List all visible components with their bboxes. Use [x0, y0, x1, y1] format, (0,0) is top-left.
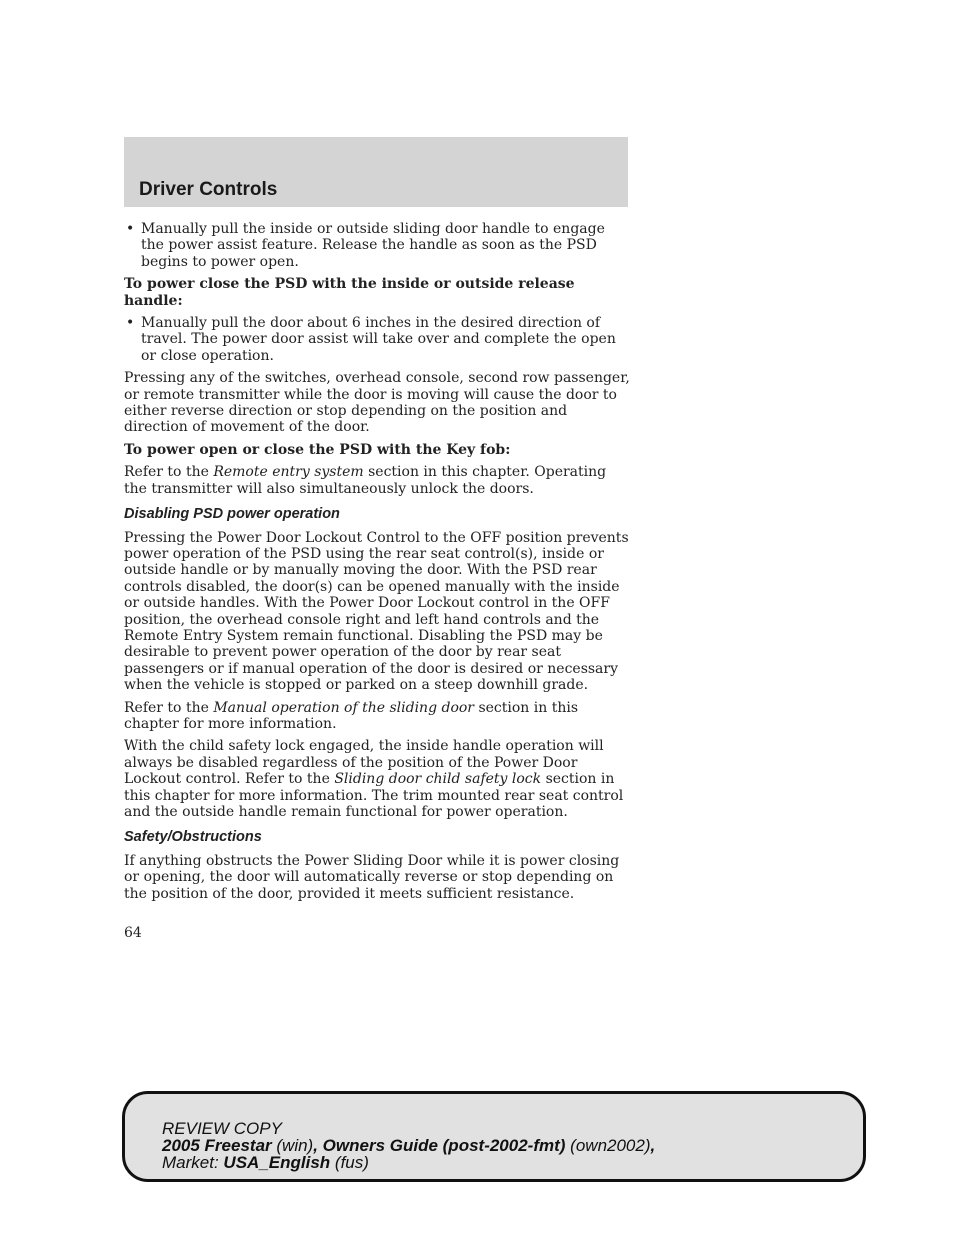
- bullet-item: [124, 221, 630, 270]
- paragraph: If anything obstructs the Power Sliding Door while it is power closing or opening, the door will automatically reverse or stop depending on the position of the door, provided it meets sufficient resistance.: [124, 852, 620, 902]
- subsection-heading: Disabling PSD power operation: [124, 506, 340, 523]
- instruction-heading: To power close the PSD with the inside or outside release handle:: [124, 276, 575, 309]
- paragraph: Pressing the Power Door Lockout Control to the OFF position prevents power operation of the PSD using the rear seat control(s), inside or outside handle or by manually moving the door. With the PSD rear controls disabled, the door(s) can be opened manually with the inside or outside handles. With the Power Door Lockout control in the OFF position, the overhead console right and left hand controls and the Remote Entry System remain functional. Disabling the PSD may be desirable to prevent power operation of the door by rear seat passengers or if manual operation of the door is desired or necessary when the vehicle is stopped or parked on a steep downhill grade.: [124, 529, 629, 694]
- section-title: Driver Controls: [139, 179, 278, 200]
- page-number: 64: [124, 925, 142, 941]
- bullet-dot-icon: •: [126, 221, 135, 237]
- paragraph: Refer to the Remote entry system section in this chapter. Operating the transmitter will also simultaneously unlock the doors.: [124, 464, 607, 497]
- footer-text: REVIEW COPY 2005 Freestar (win), Owners Guide (post-2002-fmt) (own2002), Market: USA_English (fus): [162, 1119, 656, 1172]
- paragraph: Refer to the Manual operation of the sliding door section in this chapter for more information.: [124, 699, 579, 732]
- bullet-text: Manually pull the inside or outside sliding door handle to engage the power assist feature. Release the handle as soon as the PSD begins to power open.: [141, 221, 605, 270]
- bullet-text: Manually pull the door about 6 inches in the desired direction of travel. The power door assist will take over and complete the open or close operation.: [141, 315, 616, 364]
- cross-reference: Sliding door child safety lock: [334, 771, 542, 788]
- bullet-dot-icon: •: [126, 315, 135, 332]
- cross-reference: Remote entry system: [213, 464, 364, 481]
- cross-reference: Manual operation of the sliding door: [213, 699, 474, 716]
- subsection-heading: Safety/Obstructions: [124, 829, 262, 846]
- page-content: [124, 221, 630, 908]
- review-copy-footer: [122, 1091, 866, 1182]
- review-copy-label: REVIEW COPY: [162, 1119, 282, 1138]
- paragraph: With the child safety lock engaged, the inside handle operation will always be disabled regardless of the position of the Power Door Lockout control. Refer to the Sliding door child safety lock section in this chapter for more information. The trim mounted rear seat control and the outside handle remain functional for power operation.: [124, 738, 624, 820]
- instruction-heading: To power open or close the PSD with the Key fob:: [124, 441, 511, 458]
- section-header-band: [124, 137, 628, 207]
- paragraph: Pressing any of the switches, overhead console, second row passenger, or remote transmitter while the door is moving will cause the door to either reverse direction or stop depending on the position and direction of movement of the door.: [124, 370, 630, 436]
- bullet-item: [124, 315, 630, 364]
